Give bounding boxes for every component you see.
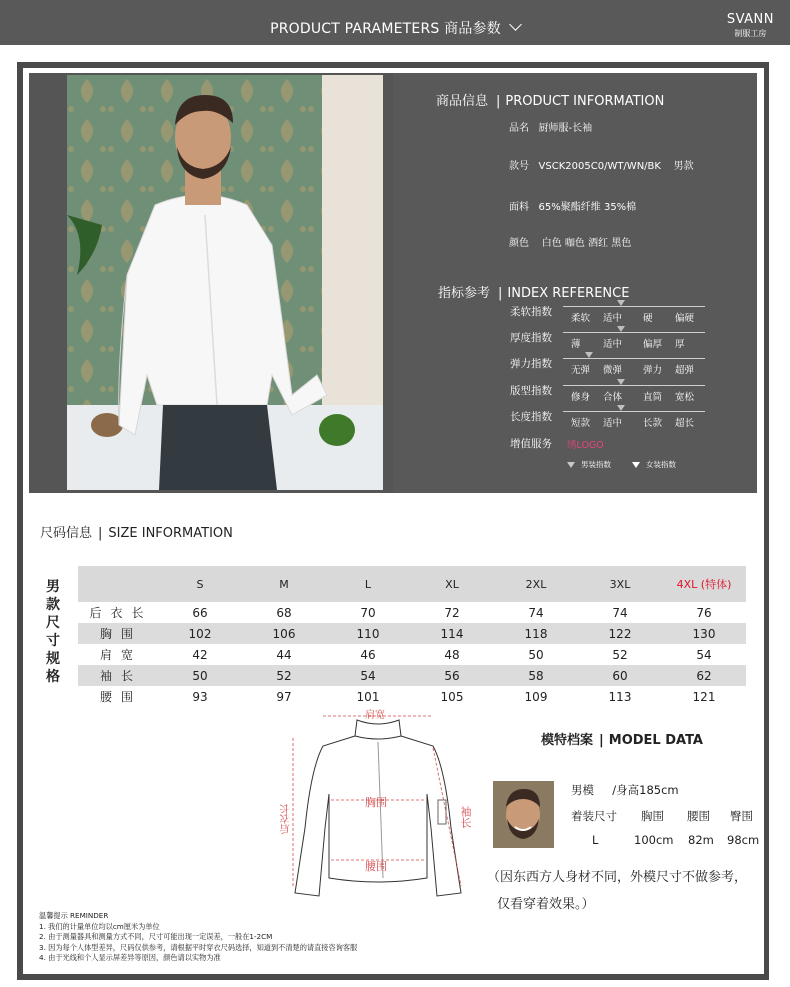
diagram-back-length-label: 后衣长 bbox=[281, 804, 292, 834]
table-cell: 130 bbox=[662, 623, 746, 644]
table-row-label: 胸围 bbox=[78, 623, 158, 644]
brand-name: SVANN bbox=[726, 12, 774, 27]
reminder-line: 2. 由于测量器具和测量方式不同，尺寸可能出现一定误差，一般在1-2CM bbox=[39, 932, 273, 942]
service-label: 增值服务 bbox=[510, 438, 552, 450]
info-value: 白色 咖色 酒红 黑色 bbox=[541, 238, 632, 249]
model-gender: 男模 bbox=[571, 783, 594, 797]
index-label: 长度指数 bbox=[510, 411, 552, 423]
table-cell: 46 bbox=[360, 647, 376, 662]
model-note-line1: （因东西方人身材不同，外模尺寸不做参考， bbox=[487, 870, 748, 885]
scale-option: 适中 bbox=[603, 339, 623, 350]
legend-male bbox=[567, 459, 611, 470]
scale-option: 直筒 bbox=[643, 392, 663, 403]
scale-option: 偏硬 bbox=[675, 313, 695, 324]
table-cell: 58 bbox=[494, 665, 578, 686]
reminder-line: 3. 因为每个人体型差异，尺码仅供参考，请根据平时穿衣尺码选择，知道到不清楚的请直接咨询客服 bbox=[39, 942, 358, 952]
table-cell: 54 bbox=[326, 665, 410, 686]
table-cell: 66 bbox=[192, 605, 208, 620]
table-cell: 74 bbox=[528, 605, 544, 620]
model-value-hip: 98cm bbox=[727, 833, 760, 847]
info-row-name bbox=[509, 119, 592, 134]
table-cell: 44 bbox=[276, 647, 292, 662]
scale-option: 修身 bbox=[571, 392, 591, 403]
size-side-label bbox=[44, 578, 62, 686]
table-cell: 122 bbox=[578, 623, 662, 644]
page-title-text: PRODUCT PARAMETERS 商品参数 bbox=[270, 21, 501, 37]
table-cell: 70 bbox=[360, 605, 376, 620]
table-cell: 52 bbox=[242, 665, 326, 686]
table-cell: 50 bbox=[158, 665, 242, 686]
table-cell: 109 bbox=[524, 689, 548, 704]
index-scale bbox=[563, 385, 705, 403]
legend-female bbox=[632, 459, 676, 470]
scale-option: 柔软 bbox=[571, 313, 591, 324]
table-corner bbox=[78, 566, 158, 602]
scale-line bbox=[563, 332, 705, 333]
info-row-fabric bbox=[509, 198, 636, 213]
table-cell: 74 bbox=[612, 605, 628, 620]
legend-female-text: 女装指数 bbox=[646, 460, 676, 469]
page-title bbox=[0, 0, 790, 45]
triangle-down-icon bbox=[567, 462, 575, 468]
table-row-label: 腰围 bbox=[99, 690, 142, 704]
scale-option: 硬 bbox=[643, 313, 653, 324]
table-cell: 42 bbox=[192, 647, 208, 662]
table-header-row bbox=[78, 566, 746, 602]
table-row-label: 肩宽 bbox=[99, 648, 142, 662]
model-gender-height bbox=[571, 782, 679, 798]
model-avatar bbox=[493, 781, 554, 848]
scale-option: 薄 bbox=[571, 339, 581, 350]
product-photo bbox=[67, 75, 383, 490]
table-header-cell: S bbox=[158, 566, 242, 602]
heading-separator: | bbox=[98, 526, 103, 541]
table-cell: 97 bbox=[276, 689, 292, 704]
reminder-block bbox=[39, 911, 357, 964]
index-label: 厚度指数 bbox=[510, 332, 552, 344]
table-cell: 68 bbox=[276, 605, 292, 620]
info-row-style-no bbox=[509, 157, 694, 172]
product-info-title-en: PRODUCT INFORMATION bbox=[505, 94, 665, 109]
brand-subtitle: 制服工房 bbox=[734, 29, 767, 38]
table-cell: 102 bbox=[158, 623, 242, 644]
info-label: 颜色 bbox=[509, 238, 529, 249]
table-row bbox=[78, 623, 746, 644]
table-cell: 60 bbox=[578, 665, 662, 686]
table-row bbox=[78, 602, 746, 623]
model-header-size: 着装尺寸 bbox=[571, 809, 617, 823]
table-cell: 105 bbox=[440, 689, 464, 704]
scale-option: 弹力 bbox=[643, 365, 663, 376]
table-header-cell: 4XL (特体) bbox=[662, 566, 746, 602]
table-header-cell: M bbox=[242, 566, 326, 602]
table-cell: 76 bbox=[696, 605, 712, 620]
table-cell: 56 bbox=[410, 665, 494, 686]
scale-option: 适中 bbox=[603, 418, 623, 429]
table-cell: 62 bbox=[662, 665, 746, 686]
info-value: 厨师服-长袖 bbox=[538, 123, 593, 134]
reminder-line: 1. 我们的计量单位均以cm厘米为单位 bbox=[39, 921, 160, 931]
garment-diagram bbox=[283, 708, 473, 903]
index-label: 弹力指数 bbox=[510, 358, 552, 370]
table-row-label: 袖长 bbox=[78, 665, 158, 686]
heading-separator: | bbox=[599, 733, 604, 748]
index-title-cn: 指标参考 bbox=[438, 286, 491, 301]
scale-marker-icon bbox=[617, 379, 625, 385]
table-header-cell: L bbox=[326, 566, 410, 602]
side-char: 格 bbox=[46, 669, 60, 685]
index-title-en: INDEX REFERENCE bbox=[507, 286, 630, 301]
table-cell: 93 bbox=[192, 689, 208, 704]
info-label: 面料 bbox=[509, 202, 529, 213]
scale-marker-icon bbox=[617, 300, 625, 306]
table-cell: 113 bbox=[608, 689, 632, 704]
scale-option: 宽松 bbox=[675, 392, 695, 403]
model-header-waist: 腰围 bbox=[687, 809, 710, 823]
table-header-cell: 2XL bbox=[494, 566, 578, 602]
info-value: 65%聚酯纤维 35%棉 bbox=[538, 202, 637, 213]
table-cell: 101 bbox=[356, 689, 380, 704]
table-cell: 106 bbox=[242, 623, 326, 644]
table-row bbox=[78, 644, 746, 665]
size-info-heading bbox=[40, 522, 233, 541]
table-header-cell: 3XL bbox=[578, 566, 662, 602]
side-char: 款 bbox=[46, 597, 60, 613]
size-table bbox=[78, 566, 746, 707]
info-value: VSCK2005C0/WT/WN/BK 男款 bbox=[538, 161, 694, 172]
info-row-color bbox=[509, 234, 631, 249]
table-header-cell: XL bbox=[410, 566, 494, 602]
scale-line bbox=[563, 358, 705, 359]
table-cell: 118 bbox=[494, 623, 578, 644]
table-row bbox=[78, 665, 746, 686]
scale-marker-icon bbox=[585, 352, 593, 358]
table-cell: 72 bbox=[444, 605, 460, 620]
product-info-heading bbox=[436, 90, 664, 109]
triangle-down-icon bbox=[632, 462, 640, 468]
scale-line bbox=[563, 385, 705, 386]
legend-male-text: 男装指数 bbox=[581, 460, 611, 469]
scale-option: 长款 bbox=[643, 418, 663, 429]
header-bar bbox=[0, 0, 790, 45]
scale-marker-icon bbox=[617, 326, 625, 332]
table-cell: 110 bbox=[326, 623, 410, 644]
diagram-chest-label: 胸围 bbox=[365, 796, 387, 809]
scale-option: 适中 bbox=[603, 313, 623, 324]
index-reference-heading bbox=[438, 282, 629, 301]
table-row-label: 后衣长 bbox=[89, 606, 153, 620]
model-note-line2: 仅看穿着效果。） bbox=[497, 897, 595, 912]
heading-separator: | bbox=[496, 94, 501, 109]
scale-option: 合体 bbox=[603, 392, 623, 403]
table-cell: 52 bbox=[612, 647, 628, 662]
reminder-title: 温馨提示 REMINDER bbox=[39, 911, 109, 920]
table-cell: 121 bbox=[692, 689, 716, 704]
model-value-chest: 100cm bbox=[634, 833, 674, 847]
table-cell: 54 bbox=[696, 647, 712, 662]
scale-option: 偏厚 bbox=[643, 339, 663, 350]
scale-option: 超弹 bbox=[675, 365, 695, 376]
heading-separator: | bbox=[498, 286, 503, 301]
size-title-en: SIZE INFORMATION bbox=[108, 526, 233, 541]
side-char: 尺 bbox=[46, 615, 60, 631]
diagram-sleeve-label: 袖长 bbox=[459, 806, 472, 828]
brand-logo bbox=[727, 12, 774, 39]
index-scale bbox=[563, 306, 705, 324]
model-value-size: L bbox=[592, 833, 599, 847]
index-scale bbox=[563, 332, 705, 350]
index-scale bbox=[563, 411, 705, 429]
model-data-heading bbox=[541, 729, 703, 748]
size-title-cn: 尺码信息 bbox=[40, 526, 93, 541]
chevron-down-icon bbox=[509, 18, 522, 31]
scale-option: 无弹 bbox=[571, 365, 591, 376]
model-header-chest: 胸围 bbox=[641, 809, 664, 823]
scale-option: 厚 bbox=[675, 339, 685, 350]
info-label: 品名 bbox=[509, 123, 529, 134]
table-cell: 114 bbox=[410, 623, 494, 644]
info-label: 款号 bbox=[509, 161, 529, 172]
model-title-cn: 模特档案 bbox=[541, 733, 594, 748]
side-char: 规 bbox=[46, 651, 60, 667]
diagram-waist-label: 腰围 bbox=[365, 860, 387, 873]
scale-option: 微弹 bbox=[603, 365, 623, 376]
model-header-hip: 臀围 bbox=[730, 809, 753, 823]
reminder-line: 4. 由于光线和个人显示屏差异等原因，颜色请以实物为准 bbox=[39, 953, 221, 963]
model-height: /身高185cm bbox=[612, 783, 679, 797]
scale-option: 短款 bbox=[571, 418, 591, 429]
service-value: 绣LOGO bbox=[567, 440, 604, 451]
scale-option: 超长 bbox=[675, 418, 695, 429]
scale-marker-icon bbox=[617, 405, 625, 411]
index-label: 柔软指数 bbox=[510, 306, 552, 318]
product-info-title-cn: 商品信息 bbox=[436, 94, 489, 109]
table-cell: 48 bbox=[444, 647, 460, 662]
index-label: 版型指数 bbox=[510, 385, 552, 397]
table-row bbox=[78, 686, 746, 707]
model-title-en: MODEL DATA bbox=[608, 733, 703, 748]
scale-line bbox=[563, 306, 705, 307]
side-char: 男 bbox=[46, 579, 60, 595]
table-cell: 50 bbox=[528, 647, 544, 662]
side-char: 寸 bbox=[46, 633, 60, 649]
scale-line bbox=[563, 411, 705, 412]
diagram-shoulder-label: 肩宽 bbox=[365, 710, 385, 721]
index-scale bbox=[563, 358, 705, 376]
model-value-waist: 82m bbox=[688, 833, 714, 847]
